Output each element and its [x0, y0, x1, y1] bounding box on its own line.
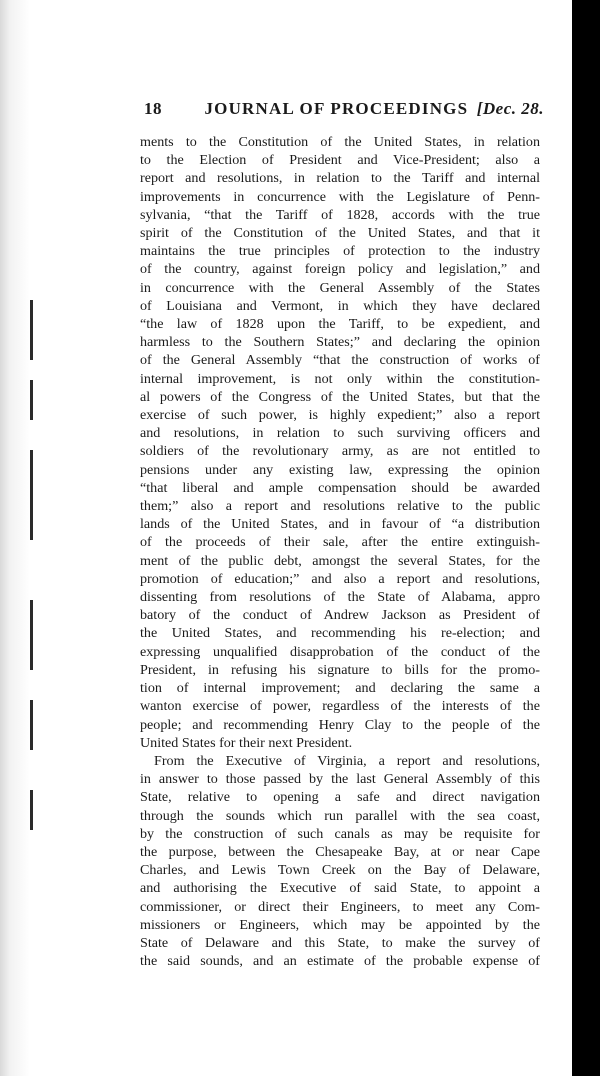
text-line: the said sounds, and an estimate of the probable expense of: [140, 953, 540, 970]
text-line: commissioner, or direct their Engineers, to meet any Com-: [140, 898, 540, 915]
text-line: in concurrence with the General Assembly of the States: [140, 279, 540, 296]
text-line: through the sounds which run parallel with the sea coast,: [140, 807, 540, 824]
text-line: wanton exercise of power, regardless of the interests of the: [140, 698, 540, 715]
text-line: of Louisiana and Vermont, in which they have declared: [140, 297, 540, 314]
text-line: harmless to the Southern States;” and declaring the opinion: [140, 334, 540, 351]
text-line: “that liberal and ample compensation should be awarded: [140, 479, 540, 496]
text-line: ments to the Constitution of the United States, in relation: [140, 134, 540, 150]
text-line: “the law of 1828 upon the Tariff, to be expedient, and: [140, 316, 540, 333]
text-line: report and resolutions, in relation to the Tariff and internal: [140, 170, 540, 187]
text-line: in answer to those passed by the last General Assembly of this: [140, 771, 540, 788]
text-line: by the construction of such canals as may be requisite for: [140, 825, 540, 842]
text-line: people; and recommending Henry Clay to the people of the: [140, 716, 540, 733]
text-line: ment of the public debt, amongst the several States, for the: [140, 552, 540, 569]
text-line: spirit of the Constitution of the United States, and that it: [140, 225, 540, 242]
text-line: the United States, and recommending his re-election; and: [140, 625, 540, 642]
text-line: and authorising the Executive of said State, to appoint a: [140, 880, 540, 897]
text-line: the purpose, between the Chesapeake Bay, at or near Cape: [140, 843, 540, 860]
text-line: Charles, and Lewis Town Creek on the Bay of Delaware,: [140, 862, 540, 879]
text-line: and resolutions, in relation to such surviving officers and: [140, 425, 540, 442]
page-number: 18: [144, 99, 162, 118]
text-line: al powers of the Congress of the United States, but that the: [140, 388, 540, 405]
text-line: exercise of such power, is highly expedient;” also a report: [140, 407, 540, 424]
text-line: dissenting from resolutions of the State of Alabama, appro: [140, 589, 540, 606]
running-title: JOURNAL OF PROCEEDINGS: [204, 99, 469, 118]
text-line: United States for their next President.: [140, 734, 353, 751]
text-line: From the Executive of Virginia, a report and resolutions,: [154, 752, 540, 769]
text-line: to the Election of President and Vice-President; also a: [140, 152, 540, 169]
text-line: State, relative to opening a safe and direct navigation: [140, 789, 540, 806]
text-line: internal improvement, is not only within the constitution-: [140, 370, 540, 387]
page-header: [144, 99, 544, 123]
text-line: State of Delaware and this State, to make the survey of: [140, 934, 540, 951]
text-line: maintains the true principles of protection to the industry: [140, 243, 540, 260]
spine-mark: [30, 380, 33, 420]
text-line: pensions under any existing law, expressing the opinion: [140, 461, 540, 478]
spine-mark: [30, 790, 33, 830]
text-line: promotion of education;” and also a report and resolutions,: [140, 570, 540, 587]
body-text: [140, 133, 540, 970]
text-line: tion of internal improvement; and declaring the same a: [140, 680, 540, 697]
text-line: lands of the United States, and in favour of “a distribution: [140, 516, 540, 533]
text-line: missioners or Engineers, which may be appointed by the: [140, 916, 540, 933]
text-line: of the proceeds of their sale, after the entire extinguish-: [140, 534, 540, 551]
text-line: sylvania, “that the Tariff of 1828, accords with the true: [140, 206, 540, 223]
text-line: of the country, against foreign policy and legislation,” and: [140, 261, 540, 278]
text-line: batory of the conduct of Andrew Jackson as President of: [140, 607, 540, 624]
text-line: improvements in concurrence with the Legislature of Penn-: [140, 188, 540, 205]
text-line: of the General Assembly “that the construction of works of: [140, 352, 540, 369]
text-line: soldiers of the revolutionary army, as are not entitled to: [140, 443, 540, 460]
spine-mark: [30, 450, 33, 540]
spine-mark: [30, 700, 33, 750]
text-line: President, in refusing his signature to bills for the promo-: [140, 661, 540, 678]
header-date: [Dec. 28.: [476, 99, 544, 118]
text-line: expressing unqualified disapprobation of the conduct of the: [140, 643, 540, 660]
spine-mark: [30, 600, 33, 670]
text-line: them;” also a report and resolutions relative to the public: [140, 498, 540, 515]
scan-border: [572, 0, 600, 1076]
spine-mark: [30, 300, 33, 360]
left-page-margin: [0, 0, 52, 1076]
